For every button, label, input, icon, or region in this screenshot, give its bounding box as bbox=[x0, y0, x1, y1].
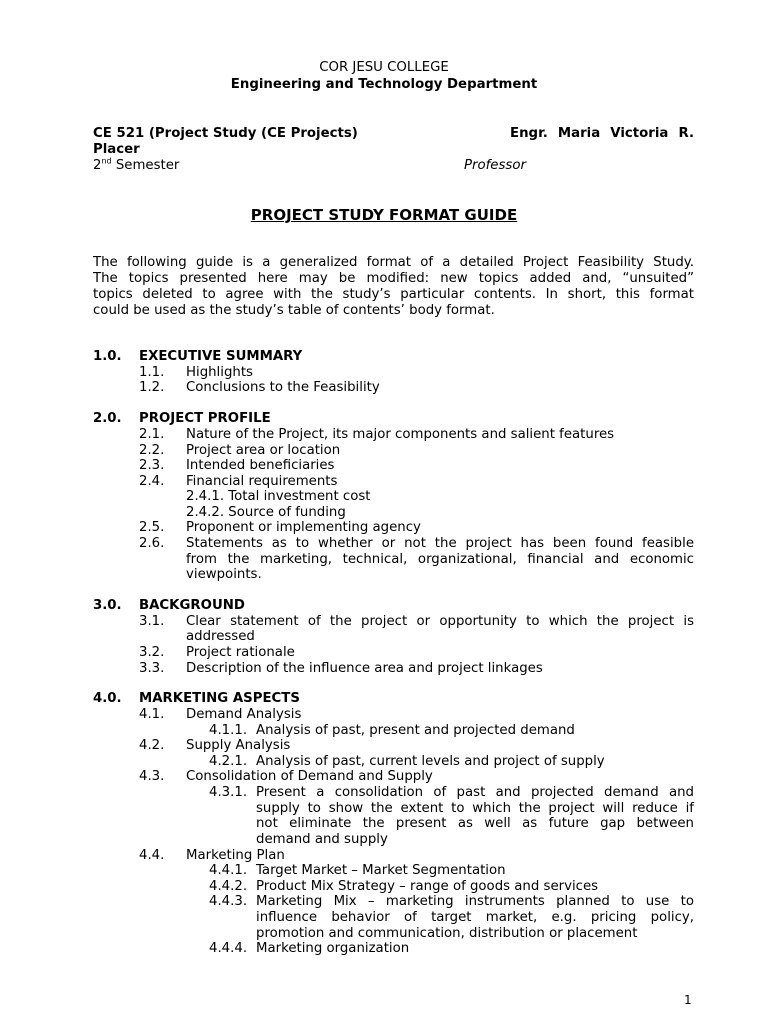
item-number: 4.4. bbox=[139, 848, 165, 863]
item-text: Project rationale bbox=[186, 645, 295, 660]
subitem-text: Product Mix Strategy – range of goods and services bbox=[256, 879, 599, 894]
item-text: Consolidation of Demand and Supply bbox=[186, 769, 433, 784]
item-number: 4.3. bbox=[139, 769, 165, 784]
section-title: MARKETING ASPECTS bbox=[139, 691, 300, 706]
subitem-number: 4.4.3. bbox=[209, 894, 248, 909]
instructor-role: Professor bbox=[464, 158, 526, 173]
subitem-text: influence behavior of target market, e.g. pricing policy, bbox=[256, 910, 694, 925]
subitem-number: 4.2.1. bbox=[209, 754, 248, 769]
semester: 2nd Semester bbox=[93, 156, 180, 173]
item-number: 3.2. bbox=[139, 645, 165, 660]
item-text: Clear statement of the project or opportunity to which the project is bbox=[186, 614, 694, 629]
instructor-name-cont: Placer bbox=[93, 142, 140, 157]
subitem-number: 4.3.1. bbox=[209, 785, 248, 800]
item-text: Demand Analysis bbox=[186, 707, 302, 722]
item-text: addressed bbox=[186, 629, 255, 644]
item-text: viewpoints. bbox=[186, 567, 262, 582]
subitem-text: 2.4.2. Source of funding bbox=[186, 505, 346, 520]
item-number: 2.6. bbox=[139, 536, 165, 551]
section-title: BACKGROUND bbox=[139, 598, 245, 613]
intro-line: The topics presented here may be modified: new topics added and, “unsuited” bbox=[93, 271, 694, 286]
subitem-number: 4.4.2. bbox=[209, 879, 248, 894]
subitem-text: Marketing Mix – marketing instruments planned to use to bbox=[256, 894, 694, 909]
item-text: Financial requirements bbox=[186, 474, 338, 489]
subitem-number: 4.4.4. bbox=[209, 941, 248, 956]
subitem-number: 4.1.1. bbox=[209, 723, 248, 738]
intro-line: The following guide is a generalized format of a detailed Project Feasibility Study. bbox=[93, 255, 694, 270]
item-number: 3.3. bbox=[139, 661, 165, 676]
item-number: 1.1. bbox=[139, 365, 165, 380]
document-title: PROJECT STUDY FORMAT GUIDE bbox=[250, 206, 518, 224]
subitem-number: 4.4.1. bbox=[209, 863, 248, 878]
section-number: 1.0. bbox=[93, 349, 122, 364]
item-text: from the marketing, technical, organizational, financial and economic bbox=[186, 552, 694, 567]
item-number: 2.5. bbox=[139, 520, 165, 535]
subitem-text: Marketing organization bbox=[256, 941, 410, 956]
subitem-text: 2.4.1. Total investment cost bbox=[186, 489, 371, 504]
item-number: 4.1. bbox=[139, 707, 165, 722]
department-name: Engineering and Technology Department bbox=[230, 77, 538, 92]
item-text: Supply Analysis bbox=[186, 738, 291, 753]
item-number: 1.2. bbox=[139, 380, 165, 395]
subitem-text: promotion and communication, distribution or placement bbox=[256, 926, 638, 941]
subitem-text: supply to show the extent to which the project will reduce if bbox=[256, 801, 694, 816]
item-number: 2.4. bbox=[139, 474, 165, 489]
item-text: Project area or location bbox=[186, 443, 341, 458]
college-name: COR JESU COLLEGE bbox=[319, 60, 449, 75]
item-number: 2.2. bbox=[139, 443, 165, 458]
intro-line: could be used as the study’s table of contents’ body format. bbox=[93, 303, 495, 318]
item-number: 2.3. bbox=[139, 458, 165, 473]
subitem-text: Present a consolidation of past and projected demand and bbox=[256, 785, 694, 800]
item-text: Highlights bbox=[186, 365, 253, 380]
section-number: 2.0. bbox=[93, 411, 122, 426]
subitem-text: Target Market – Market Segmentation bbox=[256, 863, 506, 878]
section-title: PROJECT PROFILE bbox=[139, 411, 271, 426]
section-number: 4.0. bbox=[93, 691, 122, 706]
subitem-text: not eliminate the present as well as future gap between bbox=[256, 816, 694, 831]
item-text: Description of the influence area and project linkages bbox=[186, 661, 543, 676]
item-text: Proponent or implementing agency bbox=[186, 520, 421, 535]
item-text: Statements as to whether or not the project has been found feasible bbox=[186, 536, 694, 551]
course-title: CE 521 (Project Study (CE Projects) bbox=[93, 126, 358, 141]
page-number: 1 bbox=[684, 993, 692, 1007]
subitem-text: demand and supply bbox=[256, 832, 388, 847]
subitem-text: Analysis of past, current levels and project of supply bbox=[256, 754, 605, 769]
item-text: Marketing Plan bbox=[186, 848, 285, 863]
item-text: Nature of the Project, its major components and salient features bbox=[186, 427, 615, 442]
section-number: 3.0. bbox=[93, 598, 122, 613]
item-text: Conclusions to the Feasibility bbox=[186, 380, 380, 395]
item-text: Intended beneficiaries bbox=[186, 458, 335, 473]
section-title: EXECUTIVE SUMMARY bbox=[139, 349, 303, 364]
subitem-text: Analysis of past, present and projected demand bbox=[256, 723, 575, 738]
item-number: 4.2. bbox=[139, 738, 165, 753]
item-number: 2.1. bbox=[139, 427, 165, 442]
intro-line: topics deleted to agree with the study’s particular contents. In short, this format bbox=[93, 287, 694, 302]
instructor-name: Engr. Maria Victoria R. bbox=[510, 126, 694, 141]
item-number: 3.1. bbox=[139, 614, 165, 629]
